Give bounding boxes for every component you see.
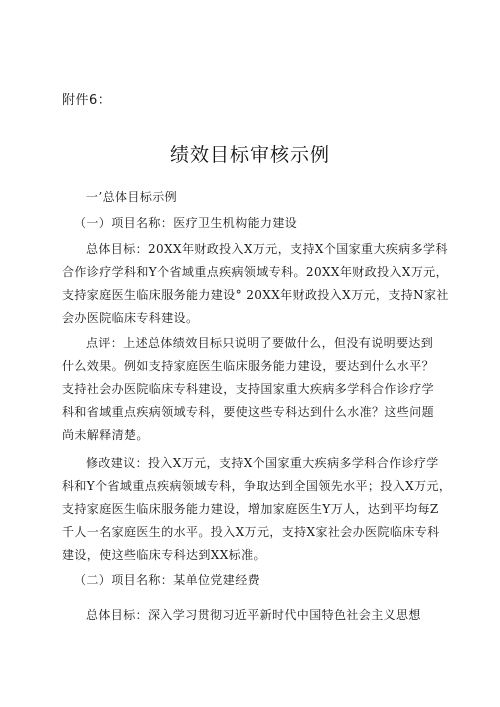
section-heading-text: 一’总体目标示例 (86, 190, 178, 204)
paragraph-line: 千人一名家庭医生的水平。投入X万元，支持X家社会办医院临床专科 (62, 525, 440, 539)
attachment-label: 附件6： (62, 93, 112, 108)
paragraph-line: 尚未解释清楚。 (62, 428, 149, 442)
paragraph-line: 什么效果。例如支持家庭医生临床服务能力建设，要达到什么水平？ (62, 359, 435, 373)
paragraph-party-goal (62, 604, 446, 627)
paragraph-line: 支持家庭医生临床服务能力建设° 20XX年财政投入X万元，支持N家社 (62, 288, 449, 302)
paragraph-line: 总体目标：深入学习贯彻习近平新时代中国特色社会主义思想 (86, 608, 421, 622)
subsection-heading-2 (62, 569, 446, 592)
paragraph-line: 支持家庭医生临床服务能力建设，增加家庭医生Y万人，达到平均每Z (62, 502, 439, 516)
paragraph-line: 总体目标：20XX年财政投入X万元，支持X个国家重大疾病多学科 (86, 242, 448, 256)
paragraph-total-goal (62, 238, 449, 330)
subsection-heading-2-text: （二）项目名称：某单位党建经费 (74, 573, 261, 587)
paragraph-line: 支持社会办医院临床专科建设，支持国家重大疾病多学科合作诊疗学 (62, 382, 435, 396)
paragraph-line: 科和省域重点疾病领域专科，要使这些专科达到什么水准？这些问题 (62, 405, 435, 419)
paragraph-line: 建设，使这些临床专科达到XX标准。 (62, 548, 266, 562)
paragraph-line: 点评：上述总体绩效目标只说明了要做什么，但没有说明要达到 (86, 336, 434, 350)
paragraph-revision-suggestion (62, 452, 452, 567)
paragraph-line: 科和Y个省域重点疾病领域专科，争取达到全国领先水平；投入X万元， (62, 479, 452, 493)
paragraph-line: 合作诊疗学科和Y个省域重点疾病领域专科。20XX年财政投入X万元， (62, 265, 449, 279)
document-title: 绩效目标审核示例 (169, 144, 330, 166)
subsection-heading-1-text: （一）项目名称：医疗卫生机构能力建设 (74, 216, 298, 230)
section-heading (62, 186, 446, 209)
paragraph-comment (62, 332, 446, 447)
paragraph-line: 会办医院临床专科建设。 (62, 311, 199, 325)
paragraph-line: 修改建议：投入X万元，支持X个国家重大疾病多学科合作诊疗学 (86, 456, 439, 470)
subsection-heading-1 (62, 212, 446, 235)
